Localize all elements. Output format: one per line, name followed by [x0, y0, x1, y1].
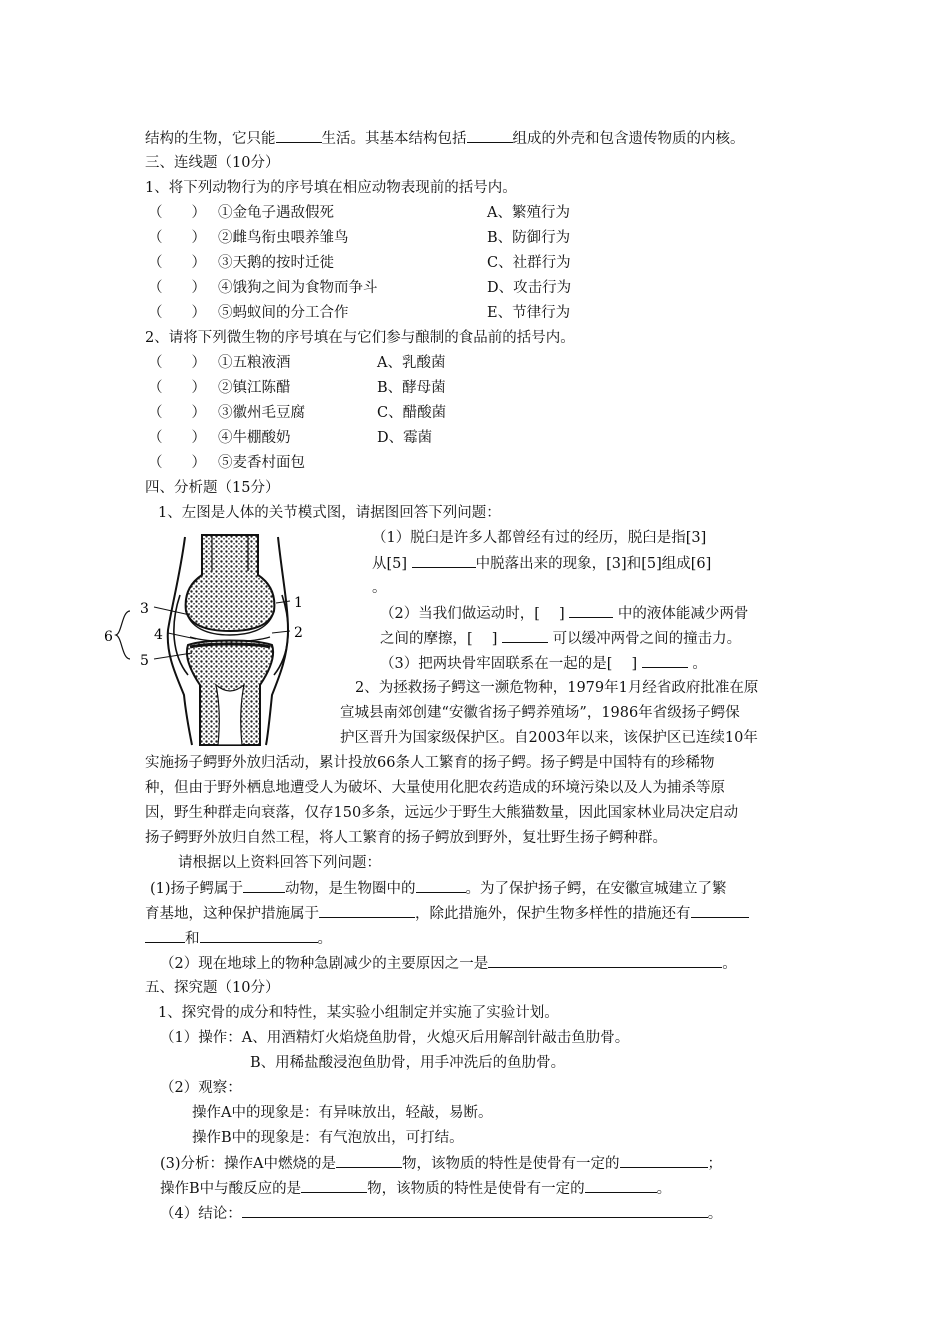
diagram-label-4: 4 [154, 627, 163, 643]
match-row: （ ） ①五粮液酒 [148, 355, 291, 371]
match-row: （ ） ②镇江陈醋 [148, 380, 291, 396]
q5-analysis-b: 操作B中与酸反应的是 物，该物质的特性是使骨有一定的 。 [160, 1178, 671, 1199]
blank [569, 603, 613, 618]
q4-2-1-line: (1)扬子鳄属于 动物，是生物圈中的 。为了保护扬子鳄，在安徽宣城建立了繁 [150, 878, 727, 899]
match-option: D、攻击行为 [487, 280, 572, 296]
q4-2-1-line: 和 。 [145, 928, 332, 949]
q4-2-text: 扬子鳄野外放归自然工程，将人工繁育的扬子鳄放到野外，复壮野生扬子鳄种群。 [145, 830, 667, 846]
diagram-label-1: 1 [294, 595, 303, 611]
q5-obs-a: 操作A中的现象是：有异味放出，轻敲，易断。 [192, 1105, 493, 1121]
diagram-label-5: 5 [140, 653, 149, 669]
match-option: E、节律行为 [487, 305, 571, 321]
blank [416, 878, 466, 893]
blank [467, 128, 513, 143]
blank [502, 628, 548, 643]
q4-2-text: 2、为拯救扬子鳄这一濒危物种，1979年1月经省政府批准在原 [355, 680, 759, 696]
q5-op-b: B、用稀盐酸浸泡鱼肋骨，用手冲洗后的鱼肋骨。 [250, 1055, 566, 1071]
match-row: （ ） ④牛棚酸奶 [148, 430, 291, 446]
match-row: （ ） ③天鹅的按时迁徙 [148, 255, 334, 271]
q4-1-1-line: 从[5] 中脱落出来的现象，[3]和[5]组成[6] [372, 553, 711, 574]
diagram-label-6: 6 [104, 629, 113, 645]
q4-1-3-line: （3）把两块骨牢固联系在一起的是[ ] 。 [380, 653, 707, 674]
q4-2-2-line: （2）现在地球上的物种急剧减少的主要原因之一是 。 [160, 953, 737, 974]
joint-diagram [104, 535, 330, 745]
blank [642, 653, 688, 668]
q4-1-1-end: 。 [372, 580, 387, 596]
diagram-label-2: 2 [294, 625, 303, 641]
q5-stem: 1、探究骨的成分和特性，某实验小组制定并实施了实验计划。 [158, 1005, 559, 1021]
blank [691, 903, 749, 918]
blank [620, 1153, 708, 1168]
q4-2-1-line: 育基地，这种保护措施属于 ，除此措施外，保护生物多样性的措施还有 [145, 903, 749, 924]
q4-2-text: 护区晋升为国家级保护区。自2003年以来，该保护区已连续10年 [340, 730, 758, 746]
match-row: （ ） ②雌鸟衔虫喂养雏鸟 [148, 230, 349, 246]
match-option: A、繁殖行为 [487, 205, 570, 221]
match-row: （ ） ⑤蚂蚁间的分工合作 [148, 305, 349, 321]
q4-2-text: 实施扬子鳄野外放归活动，累计投放66条人工繁育的扬子鳄。扬子鳄是中国特有的珍稀物 [145, 755, 715, 771]
blank [200, 928, 318, 943]
blank [243, 878, 285, 893]
q4-2-text: 种，但由于野外栖息地遭受人为破坏、大量使用化肥农药造成的环境污染以及人为捕杀等原 [145, 780, 725, 796]
match-option: B、防御行为 [487, 230, 571, 246]
blank [585, 1178, 657, 1193]
blank [488, 953, 722, 968]
q5-obs-b: 操作B中的现象是：有气泡放出，可打结。 [192, 1130, 464, 1146]
match-option: A、乳酸菌 [377, 355, 446, 371]
q5-conclusion: （4）结论： 。 [160, 1203, 722, 1224]
blank [412, 553, 476, 568]
q4-1-2-line: 之间的摩擦，[ ] 可以缓冲两骨之间的撞击力。 [380, 628, 741, 649]
blank [242, 1203, 708, 1218]
q4-1-1-line: （1）脱臼是许多人都曾经有过的经历，脱臼是指[3] [372, 530, 707, 546]
match-row: （ ） ①金龟子遇敌假死 [148, 205, 334, 221]
match-option: C、社群行为 [487, 255, 571, 271]
q3-2-stem: 2、请将下列微生物的序号填在与它们参与酿制的食品前的括号内。 [145, 330, 575, 346]
q4-2-ask: 请根据以上资料回答下列问题： [178, 855, 381, 871]
blank [145, 928, 185, 943]
q4-1-2-line: （2）当我们做运动时，[ ] 中的液体能减少两骨 [380, 603, 748, 624]
match-option: B、酵母菌 [377, 380, 446, 396]
q5-obs: （2）观察： [160, 1080, 242, 1096]
blank [276, 128, 322, 143]
section-4-title: 四、分析题（15分） [145, 480, 280, 496]
match-row: （ ） ⑤麦香村面包 [148, 455, 305, 471]
match-row: （ ） ③徽州毛豆腐 [148, 405, 305, 421]
q4-2-text: 宣城县南郊创建“安徽省扬子鳄养殖场”，1986年省级扬子鳄保 [340, 705, 740, 721]
blank [301, 1178, 367, 1193]
q4-2-text: 因，野生种群走向衰落，仅存150多条，远远少于野生大熊猫数量，因此国家林业局决定启动 [145, 805, 739, 821]
match-option: D、霉菌 [377, 430, 433, 446]
blank [319, 903, 415, 918]
q3-1-stem: 1、将下列动物行为的序号填在相应动物表现前的括号内。 [145, 180, 517, 196]
section-3-title: 三、连线题（10分） [145, 155, 280, 171]
q5-analysis-a: (3)分析：操作A中燃烧的是 物，该物质的特性是使骨有一定的 ； [160, 1153, 722, 1174]
q5-op-a: （1）操作：A、用酒精灯火焰烧鱼肋骨，火熄灭后用解剖针敲击鱼肋骨。 [160, 1030, 630, 1046]
section-5-title: 五、探究题（10分） [145, 980, 280, 996]
match-option: C、醋酸菌 [377, 405, 447, 421]
blank [336, 1153, 402, 1168]
q4-1-stem: 1、左图是人体的关节模式图，请据图回答下列问题： [158, 505, 501, 521]
intro-line: 结构的生物，它只能 生活。其基本结构包括 组成的外壳和包含遗传物质的内核。 [145, 128, 745, 149]
diagram-label-3: 3 [140, 601, 149, 617]
joint-diagram-svg [104, 535, 330, 745]
match-row: （ ） ④饿狗之间为食物而争斗 [148, 280, 378, 296]
